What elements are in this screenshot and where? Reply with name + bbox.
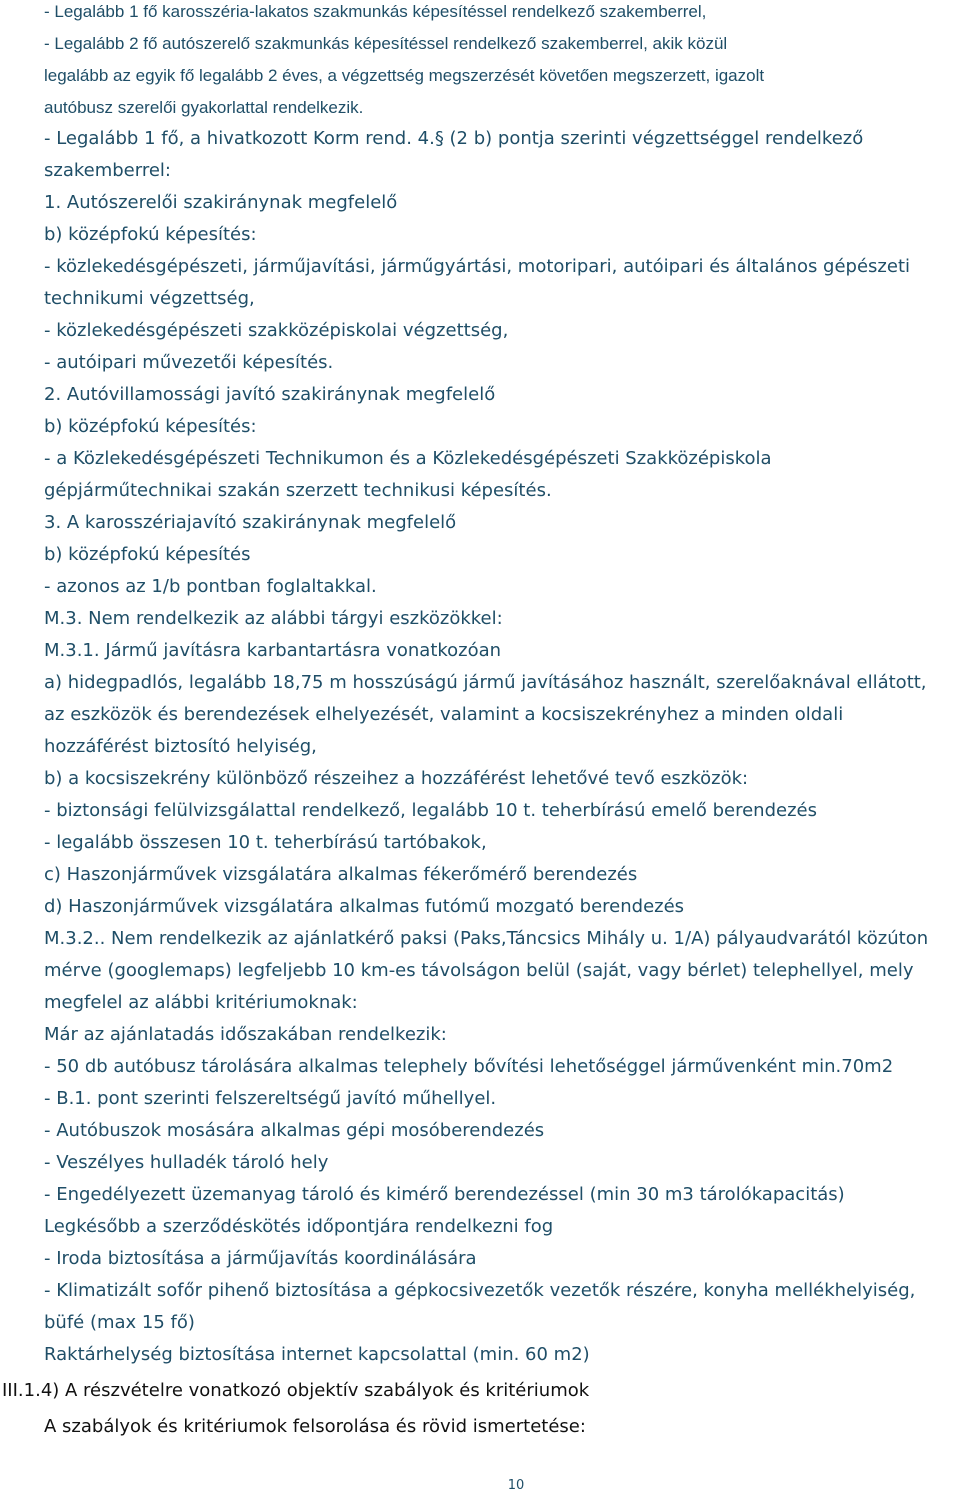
text-line: b) középfokú képesítés:: [44, 416, 257, 437]
text-line: - közlekedésgépészeti szakközépiskolai végzettség,: [44, 320, 509, 341]
text-line: hozzáférést biztosító helyiség,: [44, 736, 317, 757]
text-line: M.3. Nem rendelkezik az alábbi tárgyi eszközökkel:: [44, 608, 503, 629]
text-line: - 50 db autóbusz tárolására alkalmas telephely bővítési lehetőséggel járművenként min.70m2: [44, 1056, 894, 1077]
text-line: - legalább összesen 10 t. teherbírású tartóbakok,: [44, 832, 487, 853]
text-line: mérve (googlemaps) legfeljebb 10 km-es távolságon belül (saját, vagy bérlet) telephellyel, mely: [44, 960, 914, 981]
text-line: - biztonsági felülvizsgálattal rendelkező, legalább 10 t. teherbírású emelő berendezés: [44, 800, 817, 821]
text-line: megfelel az alábbi kritériumoknak:: [44, 992, 358, 1013]
text-line: a) hidegpadlós, legalább 18,75 m hosszúságú jármű javításához használt, szerelőaknával ellátott,: [44, 672, 927, 693]
text-line: 3. A karosszériajavító szakiránynak megfelelő: [44, 512, 457, 533]
text-line: 1. Autószerelői szakiránynak megfelelő: [44, 192, 398, 213]
text-line: - azonos az 1/b pontban foglaltakkal.: [44, 576, 377, 597]
text-line: Már az ajánlatadás időszakában rendelkezik:: [44, 1024, 447, 1045]
text-line: - autóipari művezetői képesítés.: [44, 352, 334, 373]
text-line: b) a kocsiszekrény különböző részeihez a hozzáférést lehetővé tevő eszközök:: [44, 768, 749, 789]
text-line: b) középfokú képesítés:: [44, 224, 257, 245]
text-line: - Legalább 1 fő, a hivatkozott Korm rend. 4.§ (2 b) pontja szerinti végzettséggel rendelkező: [44, 128, 864, 149]
text-line: 2. Autóvillamossági javító szakiránynak megfelelő: [44, 384, 496, 405]
text-line: gépjárműtechnikai szakán szerzett technikusi képesítés.: [44, 480, 552, 501]
text-line: c) Haszonjárművek vizsgálatára alkalmas fékerőmérő berendezés: [44, 864, 638, 885]
text-line: - közlekedésgépészeti, járműjavítási, járműgyártási, motoripari, autóipari és általános gépészeti: [44, 256, 911, 277]
text-line: - Veszélyes hulladék tároló hely: [44, 1152, 329, 1173]
text-line: az eszközök és berendezések elhelyezését, valamint a kocsiszekrényhez a minden oldali: [44, 704, 844, 725]
text-line: technikumi végzettség,: [44, 288, 255, 309]
text-line: - Legalább 1 fő karosszéria-lakatos szakmunkás képesítéssel rendelkező szakemberrel,: [44, 2, 707, 21]
text-line: b) középfokú képesítés: [44, 544, 251, 565]
text-line: szakemberrel:: [44, 160, 171, 181]
text-line: - Klimatizált sofőr pihenő biztosítása a gépkocsivezetők vezetők részére, konyha mellékhelyiség,: [44, 1280, 916, 1301]
text-line: - Iroda biztosítása a járműjavítás koordinálására: [44, 1248, 477, 1269]
text-line: - Autóbuszok mosására alkalmas gépi mosóberendezés: [44, 1120, 545, 1141]
text-line: - Legalább 2 fő autószerelő szakmunkás képesítéssel rendelkező szakemberrel, akik közül: [44, 34, 728, 53]
text-line: Legkésőbb a szerződéskötés időpontjára rendelkezni fog: [44, 1216, 554, 1237]
text-line: - a Közlekedésgépészeti Technikumon és a Közlekedésgépészeti Szakközépiskola: [44, 448, 772, 469]
text-line: M.3.1. Jármű javításra karbantartásra vonatkozóan: [44, 640, 502, 661]
text-line: - Engedélyezett üzemanyag tároló és kimérő berendezéssel (min 30 m3 tárolókapacitás): [44, 1184, 845, 1205]
text-line: M.3.2.. Nem rendelkezik az ajánlatkérő paksi (Paks,Táncsics Mihály u. 1/A) pályaudvarától közúton: [44, 928, 929, 949]
text-line: A szabályok és kritériumok felsorolása és rövid ismertetése:: [44, 1416, 586, 1437]
page-number: 10: [507, 1478, 525, 1493]
text-line: d) Haszonjárművek vizsgálatára alkalmas futómű mozgató berendezés: [44, 896, 685, 917]
text-line: - B.1. pont szerinti felszereltségű javító műhellyel.: [44, 1088, 497, 1109]
section-heading: III.1.4) A részvételre vonatkozó objektív szabályok és kritériumok: [2, 1380, 590, 1401]
text-line: autóbusz szerelői gyakorlattal rendelkezik.: [44, 98, 364, 117]
text-line: büfé (max 15 fő): [44, 1312, 195, 1333]
text-line: Raktárhelység biztosítása internet kapcsolattal (min. 60 m2): [44, 1344, 590, 1365]
text-line: legalább az egyik fő legalább 2 éves, a végzettség megszerzését követően megszerzett, igazolt: [44, 66, 765, 85]
